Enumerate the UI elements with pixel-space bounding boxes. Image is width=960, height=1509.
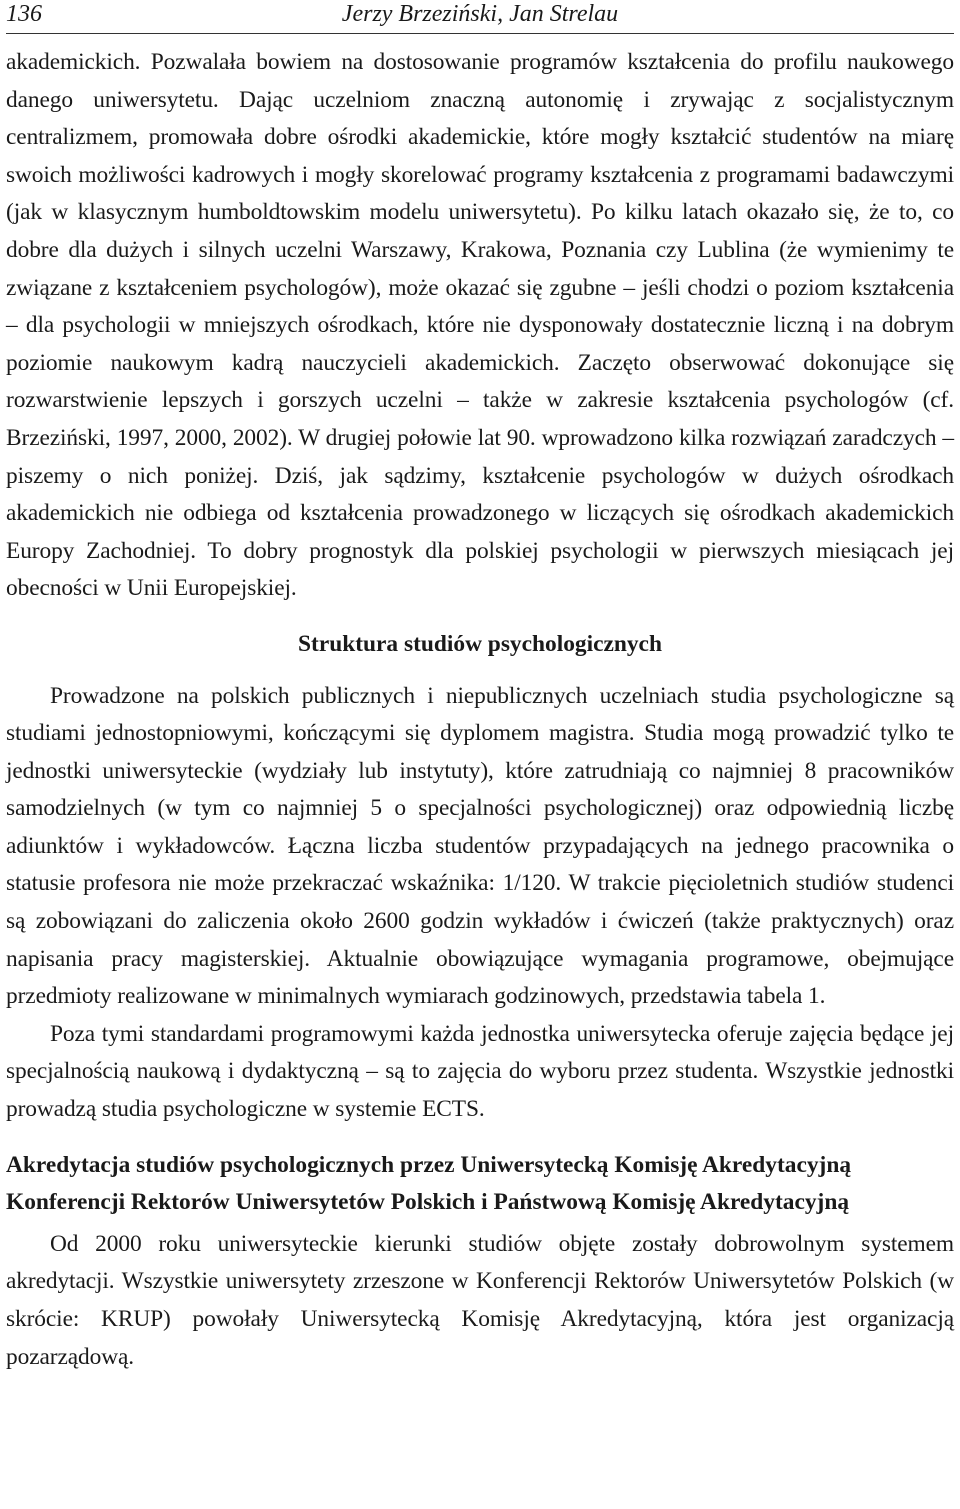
paragraph-structure: Prowadzone na polskich publicznych i niepublicznych uczelniach studia psychologiczne są studiami jednostopniowymi, kończącymi się dyplomem magistra. Studia mogą prowadzić tylko te jednostki uniwersyteckie (wydziały lub instytuty), które zatrudniają co najmniej 8 pracowników samodzielnych (w tym co najmniej 5 o specjalności psychologicznej) oraz odpowiednią liczbę adiunktów i wykładowców. Łączna liczba studentów przypadających na jednego pracownika o statusie profesora nie może przekraczać wskaźnika: 1/120. W trakcie pięcioletnich studiów studenci są zobowiązani do zaliczenia około 2600 godzin wykładów i ćwiczeń (także praktycznych) oraz napisania pracy magisterskiej. Aktualnie obowiązujące wymagania programowe, obejmujące przedmioty realizowane w minimalnych wymiarach godzinowych, przedstawia tabela 1.: [6, 682, 954, 1010]
paragraph-standards: Poza tymi standardami programowymi każda jednostka uniwersytecka oferuje zajęcia będące jej specjalnością naukową i dydaktyczną – są to zajęcia do wyboru przez studenta. Wszystkie jednostki prowadzą studia psychologiczne w systemie ECTS.: [6, 1020, 954, 1123]
book-page: [6, 0, 954, 1376]
section-heading-structure: Struktura studiów psychologicznych: [298, 630, 662, 657]
running-header: [6, 0, 954, 33]
running-header-authors: Jerzy Brzeziński, Jan Strelau: [341, 1, 619, 27]
section-heading-accreditation: Akredytacja studiów psychologicznych przez Uniwersytecką Komisję Akredytacyjną Konferencji Rektorów Uniwersytetów Polskich i Państwową Komisję Akredytacyjną: [6, 1151, 852, 1216]
paragraph-accreditation: Od 2000 roku uniwersyteckie kierunki studiów objęte zostały dobrowolnym systemem akredytacji. Wszystkie uniwersytety zrzeszone w Konferencji Rektorów Uniwersytetów Polskich (w skrócie: KRUP) powołały Uniwersytecką Komisję Akredytacyjną, która jest organizacją pozarządową.: [6, 1230, 954, 1370]
paragraph-continuation: akademickich. Pozwalała bowiem na dostosowanie programów kształcenia do profilu naukowego danego uniwersytetu. Dając uczelniom znaczną autonomię i zrywając z socjalistycznym centralizmem, promowała dobre ośrodki akademickie, które mogły kształcić studentów na miarę swoich możliwości kadrowych i mogły skorelować programy kształcenia z programami badawczymi (jak w klasycznym humboldtowskim modelu uniwersytetu). Po kilku latach okazało się, że to, co dobre dla dużych i silnych uczelni Warszawy, Krakowa, Poznania czy Lublina (że wymienimy te związane z kształceniem psychologów), może okazać się zgubne – jeśli chodzi o poziom kształcenia – dla psychologii w mniejszych ośrodkach, które nie dysponowały dostatecznie liczną i na dobrym poziomie naukowym kadrą nauczycieli akademickich. Zaczęto obserwować dokonujące się rozwarstwienie lepszych i gorszych uczelni – także w zakresie kształcenia psychologów (cf. Brzeziński, 1997, 2000, 2002). W drugiej połowie lat 90. wprowadzono kilka rozwiązań zaradczych – piszemy o nich poniżej. Dziś, jak sądzimy, kształcenie psychologów w dużych ośrodkach akademickich nie odbiega od kształcenia prowadzonego w liczących się ośrodkach akademickich Europy Zachodniej. To dobry prognostyk dla polskiej psychologii w pierwszych miesiącach jej obecności w Unii Europejskiej.: [6, 49, 954, 602]
header-rule: [6, 33, 954, 34]
page-number: 136: [6, 1, 42, 27]
